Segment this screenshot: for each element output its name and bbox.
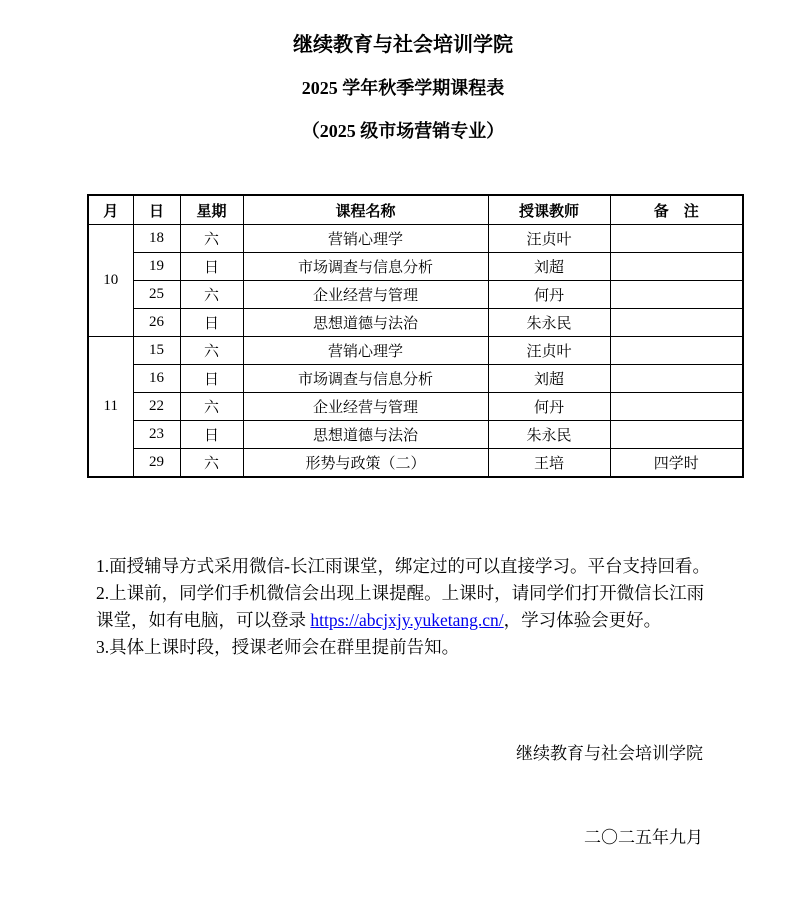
teacher-cell: 汪贞叶 [488, 225, 610, 253]
day-cell: 18 [133, 225, 180, 253]
day-cell: 25 [133, 281, 180, 309]
note-item-2-line-1: 2.上课前，同学们手机微信会出现上课提醒。上课时，请同学们打开微信长江雨 [96, 583, 705, 603]
teacher-cell: 刘超 [488, 253, 610, 281]
note-item-2-text-after: ，学习体验会更好。 [503, 610, 662, 630]
teacher-cell: 王培 [488, 449, 610, 478]
table-header-row [88, 195, 743, 225]
col-header-teacher: 授课教师 [488, 195, 610, 225]
month-cell: 11 [88, 337, 133, 478]
weekday-cell: 六 [180, 449, 243, 478]
weekday-cell: 日 [180, 421, 243, 449]
note-cell: 四学时 [610, 449, 743, 478]
note-item-2-line-2 [96, 607, 751, 634]
table-row [88, 281, 743, 309]
teacher-cell: 汪贞叶 [488, 337, 610, 365]
course-cell: 市场调查与信息分析 [243, 365, 488, 393]
weekday-cell: 六 [180, 281, 243, 309]
table-row [88, 253, 743, 281]
table-row [88, 421, 743, 449]
col-header-course: 课程名称 [243, 195, 488, 225]
day-cell: 19 [133, 253, 180, 281]
course-cell: 营销心理学 [243, 225, 488, 253]
table-row [88, 393, 743, 421]
col-header-day: 日 [133, 195, 180, 225]
weekday-cell: 日 [180, 309, 243, 337]
note-cell [610, 337, 743, 365]
day-cell: 26 [133, 309, 180, 337]
note-cell [610, 309, 743, 337]
signature-block [516, 684, 703, 908]
note-item-1: 1.面授辅导方式采用微信-长江雨课堂，绑定过的可以直接学习。平台支持回看。 [96, 556, 710, 576]
course-cell: 形势与政策（二） [243, 449, 488, 478]
table-row [88, 365, 743, 393]
teacher-cell: 何丹 [488, 393, 610, 421]
signature-org: 继续教育与社会培训学院 [516, 744, 703, 763]
course-cell: 思想道德与法治 [243, 309, 488, 337]
col-header-weekday: 星期 [180, 195, 243, 225]
doc-title: 继续教育与社会培训学院 [293, 34, 513, 56]
note-cell [610, 225, 743, 253]
notes-section [96, 553, 751, 661]
col-header-note: 备 注 [610, 195, 743, 225]
weekday-cell: 日 [180, 253, 243, 281]
note-cell [610, 365, 743, 393]
course-cell: 思想道德与法治 [243, 421, 488, 449]
col-header-month: 月 [88, 195, 133, 225]
note-item-2-text-before: 课堂，如有电脑，可以登录 [96, 610, 311, 630]
day-cell: 15 [133, 337, 180, 365]
weekday-cell: 六 [180, 337, 243, 365]
table-row [88, 337, 743, 365]
note-cell [610, 421, 743, 449]
day-cell: 29 [133, 449, 180, 478]
day-cell: 16 [133, 365, 180, 393]
day-cell: 22 [133, 393, 180, 421]
note-cell [610, 253, 743, 281]
teacher-cell: 刘超 [488, 365, 610, 393]
course-schedule-table [87, 194, 744, 478]
day-cell: 23 [133, 421, 180, 449]
teacher-cell: 何丹 [488, 281, 610, 309]
note-cell [610, 281, 743, 309]
weekday-cell: 日 [180, 365, 243, 393]
note-item-3: 3.具体上课时段，授课老师会在群里提前告知。 [96, 637, 460, 657]
yuketang-link[interactable]: https://abcjxjy.yuketang.cn/ [310, 610, 504, 630]
note-cell [610, 393, 743, 421]
month-cell: 10 [88, 225, 133, 337]
teacher-cell: 朱永民 [488, 309, 610, 337]
teacher-cell: 朱永民 [488, 421, 610, 449]
course-cell: 企业经营与管理 [243, 281, 488, 309]
signature-date: 二〇二五年九月 [584, 828, 703, 847]
weekday-cell: 六 [180, 393, 243, 421]
course-cell: 市场调查与信息分析 [243, 253, 488, 281]
doc-subtitle-term: 2025 学年秋季学期课程表 [301, 78, 505, 98]
course-cell: 企业经营与管理 [243, 393, 488, 421]
table-row [88, 225, 743, 253]
course-cell: 营销心理学 [243, 337, 488, 365]
weekday-cell: 六 [180, 225, 243, 253]
table-row [88, 309, 743, 337]
table-row [88, 449, 743, 478]
doc-subtitle-major: （2025 级市场营销专业） [301, 121, 505, 141]
